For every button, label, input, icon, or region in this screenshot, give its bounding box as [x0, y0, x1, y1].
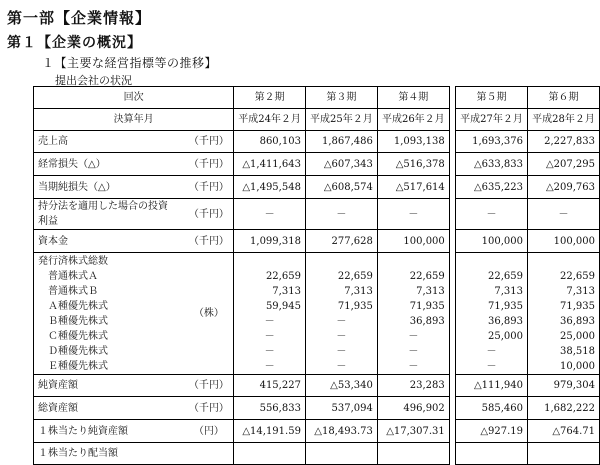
share-value: 10,000	[560, 360, 595, 372]
fiscal-row	[34, 109, 600, 131]
scope-label: 提出会社の状況	[55, 74, 132, 87]
shares-column	[456, 253, 528, 375]
share-value: 22,659	[409, 270, 445, 282]
share-value: －	[336, 360, 347, 372]
shares-row	[34, 253, 600, 375]
shares-column	[305, 253, 377, 375]
value-cell: 979,304	[528, 375, 600, 397]
ordinary-loss-row	[34, 153, 600, 176]
value-cell: 556,833	[234, 397, 306, 420]
value-cell: △14,191.59	[234, 420, 306, 443]
share-value: －	[408, 345, 419, 357]
value-cell: －	[456, 199, 528, 230]
value-cell: 277,628	[305, 230, 377, 253]
share-value: 71,935	[488, 300, 523, 312]
share-value: 22,659	[337, 270, 373, 282]
share-value: 22,659	[560, 270, 595, 282]
total-assets-row	[34, 397, 600, 420]
fiscal-cell: 平成28年２月	[528, 109, 600, 131]
value-cell: －	[528, 199, 600, 230]
value-cell: △207,295	[528, 153, 600, 176]
share-value: －	[408, 330, 419, 342]
row-unit: （千円）	[185, 131, 234, 153]
period-cell: 第４期	[377, 87, 449, 109]
part-heading: 第一部【企業情報】	[7, 9, 152, 27]
value-cell: －	[377, 199, 449, 230]
share-class-label: Ｂ種優先株式	[48, 315, 108, 327]
period-cell: 第５期	[456, 87, 528, 109]
net-assets-row	[34, 375, 600, 397]
row-unit: （千円）	[185, 153, 234, 176]
value-cell: 1,093,138	[377, 131, 449, 153]
row-label: 経常損失（△）	[34, 153, 185, 176]
share-value: 71,935	[409, 300, 445, 312]
value-cell: －	[305, 199, 377, 230]
row-label-line: 持分法を適用した場合の投資	[38, 201, 168, 212]
shares-labels	[34, 253, 185, 375]
value-cell: －	[234, 199, 306, 230]
value-cell: 100,000	[377, 230, 449, 253]
row-label: １株当たり配当額	[34, 443, 185, 465]
value-cell: △764.71	[528, 420, 600, 443]
share-value: －	[264, 315, 275, 327]
period-cell: 第６期	[528, 87, 600, 109]
row-label: 売上高	[34, 131, 185, 153]
share-class-label: Ｅ種優先株式	[48, 360, 108, 372]
value-cell: △17,307.31	[377, 420, 449, 443]
value-cell: △1,495,548	[234, 176, 306, 199]
row-unit: （千円）	[185, 199, 234, 230]
fiscal-label: 決算年月	[34, 109, 234, 131]
share-value: 22,659	[488, 270, 523, 282]
period-header-row	[34, 87, 600, 109]
value-cell: 1,867,486	[305, 131, 377, 153]
shares-column	[377, 253, 449, 375]
value-cell: 415,227	[234, 375, 306, 397]
subsection-heading: １【主要な経営指標等の推移】	[42, 56, 218, 70]
share-value: 38,518	[560, 345, 595, 357]
share-value: －	[264, 345, 275, 357]
value-cell: 23,283	[377, 375, 449, 397]
value-cell: △633,833	[456, 153, 528, 176]
share-class-label: Ｄ種優先株式	[48, 345, 108, 357]
row-unit: （千円）	[185, 375, 234, 397]
section-heading: 第１【企業の概況】	[7, 35, 142, 51]
share-class-label: 普通株式Ａ	[48, 270, 98, 282]
fiscal-cell: 平成24年２月	[234, 109, 306, 131]
value-cell: 100,000	[528, 230, 600, 253]
share-value: －	[264, 360, 275, 372]
share-value: 25,000	[488, 330, 523, 342]
shares-column	[528, 253, 600, 375]
shares-title: 発行済株式総数	[38, 255, 108, 267]
value-cell: △111,940	[456, 375, 528, 397]
share-value: 7,313	[344, 285, 373, 297]
row-label: １株当たり純資産額	[34, 420, 185, 443]
share-value: －	[336, 345, 347, 357]
financial-indicators-table	[33, 86, 600, 465]
share-value: －	[486, 360, 497, 372]
row-label	[34, 199, 185, 230]
row-label-line: 利益	[38, 216, 58, 227]
row-unit: （千円）	[185, 176, 234, 199]
fiscal-cell: 平成26年２月	[377, 109, 449, 131]
value-cell: 1,682,222	[528, 397, 600, 420]
share-value: 25,000	[560, 330, 595, 342]
share-value: －	[408, 360, 419, 372]
period-header-label: 回次	[34, 87, 234, 109]
row-unit: （株）	[185, 253, 234, 375]
share-value: 71,935	[337, 300, 373, 312]
share-value: 36,893	[409, 315, 445, 327]
shares-column	[234, 253, 306, 375]
share-value: －	[336, 315, 347, 327]
share-value: 59,945	[265, 300, 301, 312]
value-cell: △18,493.73	[305, 420, 377, 443]
value-cell: △517,614	[377, 176, 449, 199]
bps-row	[34, 420, 600, 443]
period-cell: 第３期	[305, 87, 377, 109]
value-cell: 2,227,833	[528, 131, 600, 153]
row-label: 総資産額	[34, 397, 185, 420]
value-cell: △608,574	[305, 176, 377, 199]
value-cell: 496,902	[377, 397, 449, 420]
value-cell: △516,378	[377, 153, 449, 176]
value-cell: △53,340	[305, 375, 377, 397]
value-cell: △927.19	[456, 420, 528, 443]
value-cell: △607,343	[305, 153, 377, 176]
fiscal-cell: 平成27年２月	[456, 109, 528, 131]
share-value: －	[264, 330, 275, 342]
share-value: 71,935	[560, 300, 595, 312]
row-label: 当期純損失（△）	[34, 176, 185, 199]
share-class-label: Ｃ種優先株式	[48, 330, 108, 342]
value-cell: △209,763	[528, 176, 600, 199]
value-cell: 100,000	[456, 230, 528, 253]
share-value: 7,313	[566, 285, 595, 297]
capital-row	[34, 230, 600, 253]
value-cell: 537,094	[305, 397, 377, 420]
share-class-label: Ａ種優先株式	[48, 300, 108, 312]
sales-row	[34, 131, 600, 153]
row-label: 資本金	[34, 230, 185, 253]
share-value: 22,659	[265, 270, 301, 282]
share-value: －	[486, 345, 497, 357]
row-label: 純資産額	[34, 375, 185, 397]
net-loss-row	[34, 176, 600, 199]
value-cell: 1,693,376	[456, 131, 528, 153]
value-cell: △1,411,643	[234, 153, 306, 176]
value-cell: 1,099,318	[234, 230, 306, 253]
row-unit: （千円）	[185, 397, 234, 420]
fiscal-cell: 平成25年２月	[305, 109, 377, 131]
share-value: 7,313	[494, 285, 523, 297]
share-value: －	[336, 330, 347, 342]
share-value: 7,313	[272, 285, 301, 297]
share-value: 7,313	[416, 285, 445, 297]
equity-method-row	[34, 199, 600, 230]
value-cell: △635,223	[456, 176, 528, 199]
value-cell: 860,103	[234, 131, 306, 153]
share-class-label: 普通株式Ｂ	[48, 285, 98, 297]
row-unit: （円）	[185, 420, 234, 443]
value-cell: 585,460	[456, 397, 528, 420]
share-value: 36,893	[488, 315, 523, 327]
share-value: 36,893	[560, 315, 595, 327]
row-unit: （千円）	[185, 230, 234, 253]
period-cell: 第２期	[234, 87, 306, 109]
